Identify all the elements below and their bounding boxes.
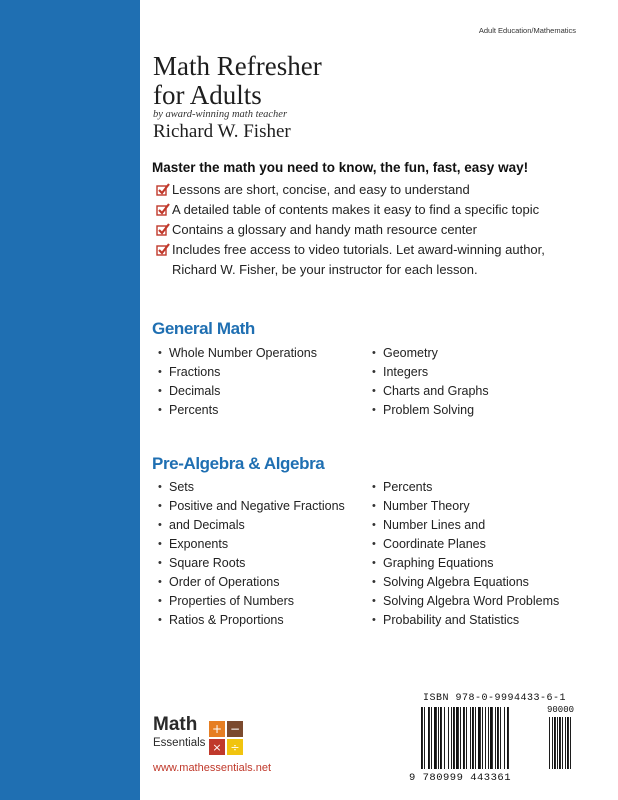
barcode-bar bbox=[460, 707, 461, 769]
barcode-addon-bar bbox=[562, 717, 563, 769]
feature-list bbox=[156, 180, 596, 280]
book-title-line-2: for Adults bbox=[153, 80, 262, 110]
author-byline: by award-winning math teacher bbox=[153, 109, 288, 120]
topic-item: • Solving Algebra Word Problems bbox=[371, 592, 591, 611]
topic-item: • Positive and Negative Fractions bbox=[157, 497, 377, 516]
book-title-line-1: Math Refresher bbox=[153, 51, 322, 81]
math-operations-logo-icon bbox=[209, 721, 243, 755]
feature-item-continuation bbox=[156, 260, 596, 280]
topic-item: • Whole Number Operations bbox=[157, 344, 377, 363]
topic-item: • Ratios & Proportions bbox=[157, 611, 377, 630]
checkbox-check-icon bbox=[156, 183, 170, 197]
pre-algebra-heading: Pre-Algebra & Algebra bbox=[152, 454, 325, 473]
barcode-bar bbox=[497, 707, 499, 769]
topic-item: • Decimals bbox=[157, 382, 377, 401]
topic-item: • Percents bbox=[157, 401, 377, 420]
general-math-left-column bbox=[157, 344, 377, 420]
book-title bbox=[153, 52, 322, 110]
barcode-bar bbox=[431, 707, 432, 769]
barcode-addon-bar bbox=[552, 717, 553, 769]
general-math-right-column bbox=[371, 344, 591, 420]
barcode-bar bbox=[488, 707, 489, 769]
isbn-barcode bbox=[407, 693, 587, 793]
topic-item: • Properties of Numbers bbox=[157, 592, 377, 611]
topic-item-continuation bbox=[157, 516, 377, 535]
author-name: Richard W. Fisher bbox=[153, 121, 291, 142]
barcode-bar bbox=[466, 707, 467, 769]
logo-minus-symbol: − bbox=[229, 722, 241, 736]
topic-continuation-text: Coordinate Planes bbox=[383, 537, 486, 551]
barcode-addon-bar bbox=[567, 717, 569, 769]
topic-item: • Integers bbox=[371, 363, 591, 382]
logo-divide-symbol: ÷ bbox=[230, 741, 240, 754]
publisher-logo-math: Math bbox=[153, 714, 198, 735]
barcode-bar bbox=[490, 707, 493, 769]
barcode-bar bbox=[504, 707, 505, 769]
feature-text: Lessons are short, concise, and easy to understand bbox=[172, 182, 470, 197]
barcode-bar bbox=[451, 707, 452, 769]
feature-text: Contains a glossary and handy math resource center bbox=[172, 222, 477, 237]
logo-times-symbol: × bbox=[212, 741, 222, 754]
logo-plus-symbol: + bbox=[211, 722, 223, 736]
general-math-heading: General Math bbox=[152, 319, 255, 338]
barcode-addon-bar bbox=[565, 717, 566, 769]
barcode-bar bbox=[421, 707, 423, 769]
isbn-number: ISBN 978-0-9994433-6-1 bbox=[423, 693, 567, 704]
category-label: Adult Education/Mathematics bbox=[478, 26, 576, 35]
barcode-bar bbox=[495, 707, 496, 769]
topic-item: • Number Lines and bbox=[371, 516, 591, 535]
feature-item bbox=[156, 220, 596, 240]
feature-item bbox=[156, 240, 596, 260]
barcode-bar bbox=[440, 707, 442, 769]
checkbox-check-icon bbox=[156, 223, 170, 237]
topic-item: • Exponents bbox=[157, 535, 377, 554]
checkbox-check-icon bbox=[156, 203, 170, 217]
topic-item: • Percents bbox=[371, 478, 591, 497]
barcode-bar bbox=[470, 707, 471, 769]
barcode-bar bbox=[507, 707, 509, 769]
publisher-logo-essentials: Essentials bbox=[153, 737, 206, 749]
barcode-addon-bar bbox=[570, 717, 571, 769]
barcode-bar bbox=[500, 707, 501, 769]
publisher-website: www.mathessentials.net bbox=[153, 762, 271, 774]
topic-item: • Probability and Statistics bbox=[371, 611, 591, 630]
pre-algebra-right-column bbox=[371, 478, 591, 630]
topic-item: • Solving Algebra Equations bbox=[371, 573, 591, 592]
barcode-bar bbox=[428, 707, 430, 769]
barcode-bar bbox=[478, 707, 481, 769]
promo-tagline: Master the math you need to know, the fun, fast, easy way! bbox=[152, 160, 529, 175]
blue-spine-band bbox=[0, 0, 140, 800]
barcode-bar bbox=[472, 707, 474, 769]
topic-continuation-text: and Decimals bbox=[169, 518, 245, 532]
feature-item bbox=[156, 180, 596, 200]
barcode-bar bbox=[444, 707, 445, 769]
checkbox-check-icon bbox=[156, 243, 170, 257]
barcode-addon-bar bbox=[549, 717, 550, 769]
ean-digits: 9 780999 443361 bbox=[409, 772, 512, 784]
barcode-addon-bar bbox=[557, 717, 558, 769]
barcode-bar bbox=[453, 707, 455, 769]
topic-item: • Geometry bbox=[371, 344, 591, 363]
topic-item: • Number Theory bbox=[371, 497, 591, 516]
topic-item: • Order of Operations bbox=[157, 573, 377, 592]
barcode-bar bbox=[434, 707, 437, 769]
topic-item: • Charts and Graphs bbox=[371, 382, 591, 401]
pre-algebra-left-column bbox=[157, 478, 377, 630]
topic-item: • Square Roots bbox=[157, 554, 377, 573]
barcode-bar bbox=[463, 707, 465, 769]
feature-text: Richard W. Fisher, be your instructor for each lesson. bbox=[172, 262, 478, 277]
barcode-bar bbox=[424, 707, 425, 769]
topic-item: • Problem Solving bbox=[371, 401, 591, 420]
barcode-bar bbox=[475, 707, 476, 769]
barcode-addon-bar bbox=[554, 717, 556, 769]
feature-text: Includes free access to video tutorials. Let award-winning author, bbox=[172, 242, 545, 257]
barcode-bar bbox=[485, 707, 486, 769]
barcode-bar bbox=[482, 707, 483, 769]
price-code: 90000 bbox=[547, 705, 575, 715]
barcode-bar bbox=[456, 707, 459, 769]
barcode-bar bbox=[448, 707, 449, 769]
topic-item: • Graphing Equations bbox=[371, 554, 591, 573]
topic-item-continuation bbox=[371, 535, 591, 554]
topic-item: • Sets bbox=[157, 478, 377, 497]
barcode-bar bbox=[438, 707, 439, 769]
feature-item bbox=[156, 200, 596, 220]
feature-text: A detailed table of contents makes it easy to find a specific topic bbox=[172, 202, 540, 217]
topic-item: • Fractions bbox=[157, 363, 377, 382]
barcode-addon-bar bbox=[559, 717, 561, 769]
